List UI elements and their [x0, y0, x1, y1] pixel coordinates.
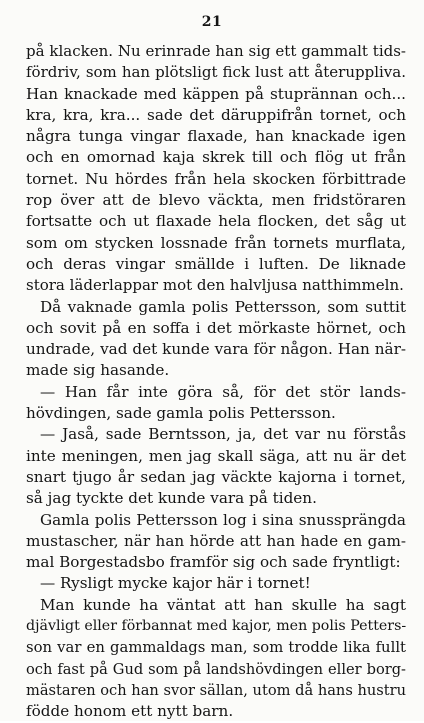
text-line: mustascher, när han hörde att han hade en gam-: [26, 531, 406, 550]
text-line: Då vaknade gamla polis Pettersson, som suttit: [40, 297, 406, 316]
body-text: [26, 41, 406, 723]
text-line: och en omornad kaja skrek till och flög ut från: [26, 148, 406, 167]
text-line: rop över att de blevo väckta, men fridstöraren: [26, 191, 406, 210]
text-line: tornet. Nu hördes från hela skocken förbittrade: [26, 169, 406, 188]
text-line: och deras vingar smällde i luften. De liknade: [26, 254, 406, 273]
text-line: undrade, vad det kunde vara för någon. Han när-: [26, 340, 406, 359]
text-line: några tunga vingar flaxade, han knackade igen: [26, 127, 406, 146]
text-line: och sovit på en soffa i det mörkaste hörnet, och: [26, 318, 406, 337]
text-line: fortsatte och ut flaxade hela flocken, det såg ut: [26, 212, 406, 231]
text-line: Han knackade med käppen på stuprännan och...: [26, 84, 406, 103]
text-line: kra, kra, kra... sade det däruppifrån tornet, och: [26, 105, 406, 124]
text-line: made sig hasande.: [26, 361, 170, 380]
text-line: på klacken. Nu erinrade han sig ett gammalt tids-: [26, 42, 406, 60]
text-line: fördriv, som han plötsligt fick lust att återuppliva.: [26, 63, 406, 82]
text-line: — Han får inte göra så, för det stör lands-: [40, 382, 406, 401]
text-line: födde honom ett nytt barn.: [26, 702, 234, 721]
text-line: snart tjugo år sedan jag väckte kajorna i tornet,: [26, 467, 406, 486]
text-line: mal Borgestadsbo framför sig och sade fryntligt:: [26, 553, 401, 572]
text-line: — Rysligt mycke kajor här i tornet!: [40, 574, 311, 593]
text-line: mästaren och han svor sällan, utom då hans hustru: [26, 681, 406, 699]
text-line: hövdingen, sade gamla polis Pettersson.: [26, 404, 336, 423]
text-line: stora läderlappar mot den halvljusa natthimmeln.: [26, 276, 404, 295]
text-line: som om stycken lossnade från tornets murflata,: [26, 233, 406, 252]
text-line: — Jaså, sade Berntsson, ja, det var nu förstås: [40, 425, 406, 444]
text-line: och fast på Gud som på landshövdingen eller borg-: [26, 660, 406, 678]
text-line: djävligt eller förbannat med kajor, men polis Petters-: [26, 618, 406, 635]
text-line: son var en gammaldags man, som trodde lika fullt: [26, 639, 406, 657]
text-line: så jag tyckte det kunde vara på tiden.: [26, 489, 317, 508]
text-line: Man kunde ha väntat att han skulle ha sagt: [40, 595, 406, 614]
text-line: inte meningen, men jag skall säga, att nu är det: [26, 446, 406, 465]
text-line: Gamla polis Pettersson log i sina snussprängda: [40, 510, 406, 529]
page-number: 21: [201, 14, 223, 30]
